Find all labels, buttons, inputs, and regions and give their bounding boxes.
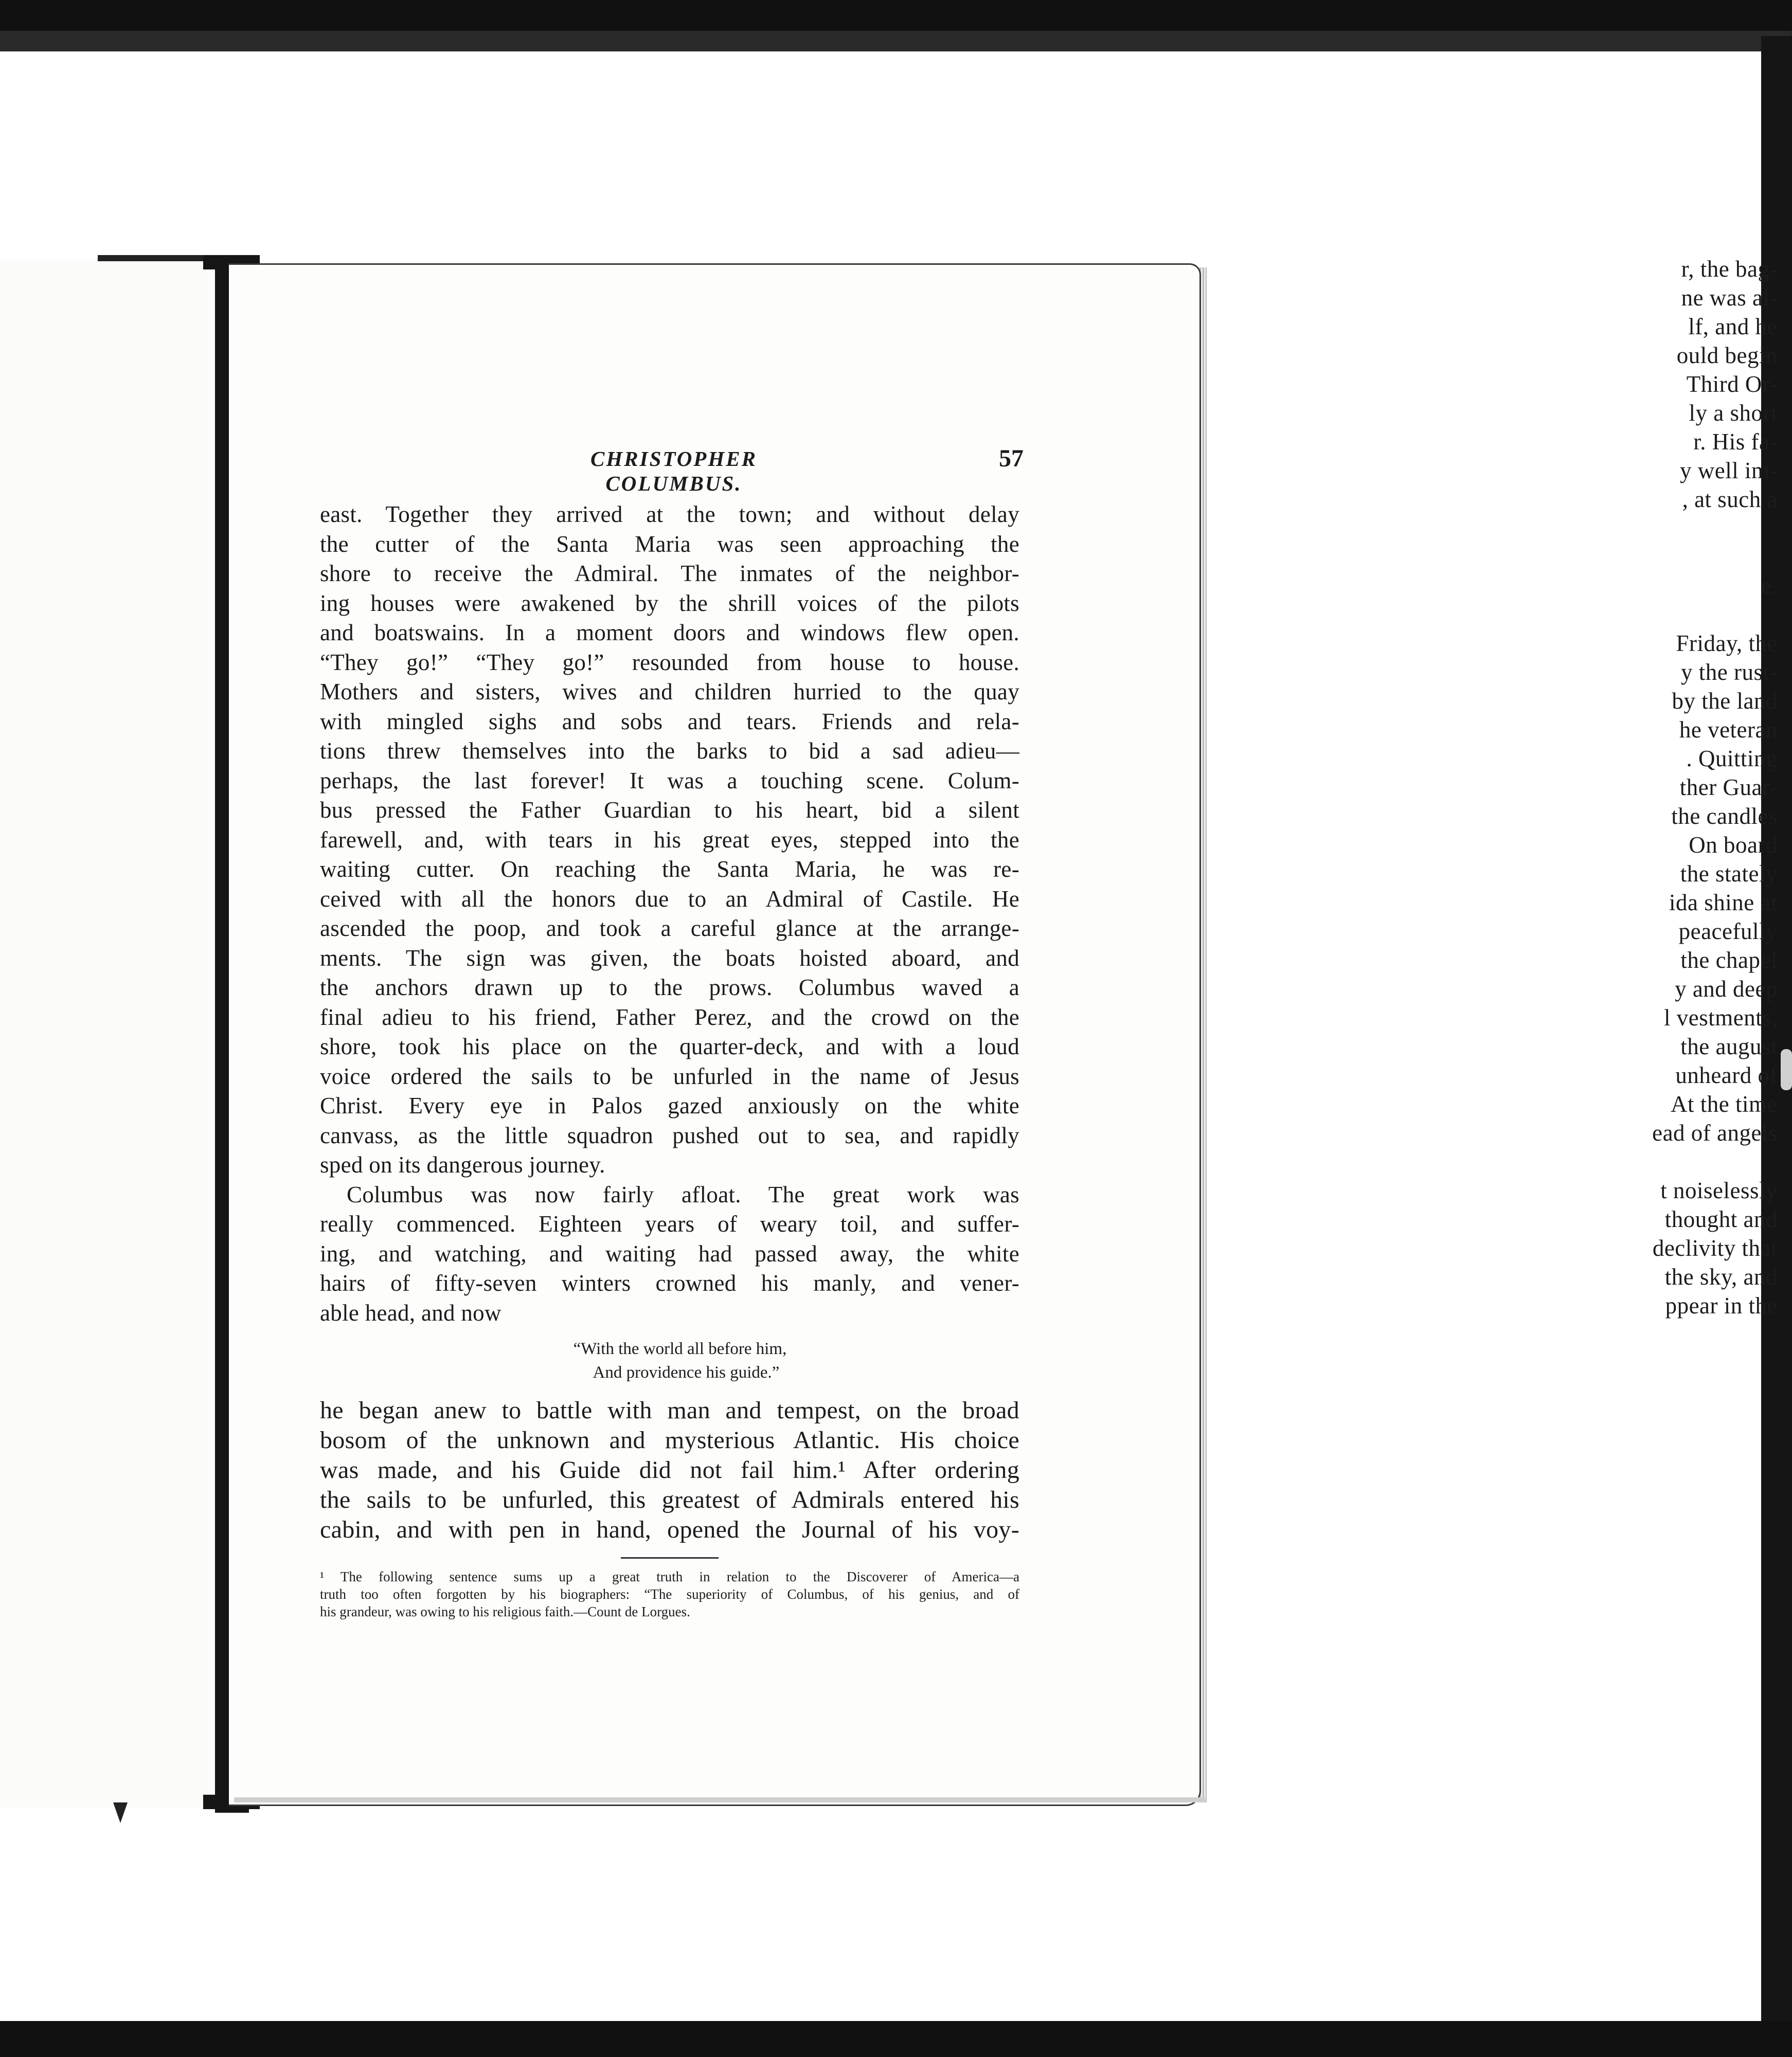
tab-marker-icon xyxy=(113,1802,128,1823)
running-head: CHRISTOPHER COLUMBUS. xyxy=(590,447,757,495)
text-line: really commenced. Eighteen years of weary toil, and suffer- xyxy=(320,1211,1019,1237)
scan-border-top-edge xyxy=(0,31,1792,51)
left-line: y and deep xyxy=(1675,976,1778,1002)
page-number: 57 xyxy=(999,445,1024,472)
left-line: , at such a xyxy=(1682,486,1778,512)
text-line: Christ. Every eye in Palos gazed anxiously on the white xyxy=(320,1093,1019,1118)
text-line: ing, and watching, and waiting had passed away, the white xyxy=(320,1240,1019,1267)
left-page-text xyxy=(1562,255,1778,1320)
text-line: canvass, as the little squadron pushed out to sea, and rapidly xyxy=(320,1122,1019,1148)
text-line: east. Together they arrived at the town; and without delay xyxy=(320,501,1019,527)
left-line xyxy=(1562,514,1778,543)
left-line: t noiselessly xyxy=(1660,1178,1778,1203)
text-line: ascended the poop, and took a careful glance at the arrange- xyxy=(320,915,1019,941)
footnote-line: ¹ The following sentence sums up a great truth in relation to the Discoverer of America—a xyxy=(320,1569,1019,1584)
left-line: ppear in the xyxy=(1665,1293,1778,1319)
text-line: final adieu to his friend, Father Perez, and the crowd on the xyxy=(320,1004,1019,1030)
left-line: On board xyxy=(1689,832,1778,858)
text-line: the cutter of the Santa Maria was seen approaching the xyxy=(320,531,1019,557)
left-line: e. xyxy=(1761,573,1778,599)
left-line: the august xyxy=(1680,1034,1778,1059)
paragraph-3 xyxy=(320,1396,1019,1545)
page-shadow xyxy=(234,1797,1206,1802)
left-line: the sky, and xyxy=(1664,1264,1778,1290)
text-line: shore to receive the Admiral. The inmates of the neighbor- xyxy=(320,561,1019,586)
text-line: Mothers and sisters, wives and children hurried to the quay xyxy=(320,679,1019,705)
left-line: lf, and he xyxy=(1688,314,1778,339)
text-line: hairs of fifty-seven winters crowned his manly, and vener- xyxy=(320,1270,1019,1296)
left-line: . Quitting xyxy=(1686,746,1778,771)
left-line xyxy=(1562,1147,1778,1176)
text-line: he began anew to battle with man and tempest, on the broad xyxy=(320,1397,1019,1424)
left-line: r. His fa- xyxy=(1693,429,1778,455)
left-line: r, the bag- xyxy=(1681,256,1778,282)
scan-border-notch xyxy=(1781,1049,1792,1090)
left-line xyxy=(1562,543,1778,571)
verse-quote xyxy=(320,1337,1019,1384)
quote-line: And providence his guide.” xyxy=(593,1363,780,1382)
left-line: unheard of xyxy=(1675,1062,1778,1088)
text-line: tions threw themselves into the barks to bid a sad adieu— xyxy=(320,738,1019,764)
left-line: ne was al- xyxy=(1681,285,1778,311)
text-line: able head, and now xyxy=(320,1300,501,1326)
text-line: voice ordered the sails to be unfurled in the name of Jesus xyxy=(320,1063,1019,1089)
left-line: declivity that xyxy=(1652,1235,1778,1261)
text-line: ing houses were awakened by the shrill voices of the pilots xyxy=(320,590,1019,616)
text-line: waiting cutter. On reaching the Santa Maria, he was re- xyxy=(320,856,1019,882)
footnote-line: truth too often forgotten by his biographers: “The superiority of Columbus, of his genius, and of xyxy=(320,1586,1019,1602)
left-line: ould begin xyxy=(1676,342,1778,368)
text-line: Columbus was now fairly afloat. The great work was xyxy=(347,1181,1019,1207)
left-line: At the time xyxy=(1671,1091,1778,1117)
text-line: shore, took his place on the quarter-deck, and with a loud xyxy=(320,1034,1019,1059)
text-line: cabin, and with pen in hand, opened the Journal of his voy- xyxy=(320,1516,1019,1543)
text-line: bosom of the unknown and mysterious Atlantic. His choice xyxy=(320,1427,1019,1454)
left-line: ly a short xyxy=(1689,400,1778,426)
quote-line: “With the world all before him, xyxy=(573,1340,787,1358)
left-line: y well im- xyxy=(1680,458,1778,483)
footnote-line: his grandeur, was owing to his religious faith.—Count de Lorgues. xyxy=(320,1604,690,1619)
text-line: was made, and his Guide did not fail him.¹ After ordering xyxy=(320,1456,1019,1484)
left-line: Friday, the xyxy=(1676,630,1778,656)
paragraph-2 xyxy=(320,1180,1019,1328)
text-line: bus pressed the Father Guardian to his heart, bid a silent xyxy=(320,797,1019,823)
left-line xyxy=(1562,600,1778,629)
left-line: the stately xyxy=(1680,861,1778,887)
left-line: peacefully xyxy=(1678,918,1778,944)
left-line: the chapel xyxy=(1680,947,1778,973)
left-line: by the land xyxy=(1672,688,1778,714)
text-line: “They go!” “They go!” resounded from house to house. xyxy=(320,649,1019,675)
left-line: Third Or- xyxy=(1686,371,1778,397)
left-page xyxy=(0,260,230,1808)
left-line: thought and xyxy=(1664,1206,1778,1232)
paragraph-1 xyxy=(320,500,1019,1180)
left-line: l vestments, xyxy=(1664,1005,1778,1031)
text-line: perhaps, the last forever! It was a touching scene. Colum- xyxy=(320,767,1019,793)
left-line: ead of angels xyxy=(1652,1120,1778,1146)
footnote-rule xyxy=(621,1557,719,1559)
left-line: the candles xyxy=(1671,803,1778,829)
text-line: the sails to be unfurled, this greatest of Admirals entered his xyxy=(320,1486,1019,1513)
left-line: ida shine at xyxy=(1669,890,1778,915)
text-line: ments. The sign was given, the boats hoisted aboard, and xyxy=(320,945,1019,971)
left-line: he veteran xyxy=(1679,717,1778,743)
text-line: farewell, and, with tears in his great eyes, stepped into the xyxy=(320,826,1019,853)
text-line: with mingled sighs and sobs and tears. Friends and rela- xyxy=(320,708,1019,734)
footnote xyxy=(320,1568,1019,1620)
text-line: sped on its dangerous journey. xyxy=(320,1152,605,1178)
scan-border-bottom xyxy=(0,2021,1792,2057)
text-line: ceived with all the honors due to an Admiral of Castile. He xyxy=(320,886,1019,912)
left-line: y the rust- xyxy=(1681,659,1778,685)
text-line: the anchors drawn up to the prows. Columbus waved a xyxy=(320,975,1019,1000)
left-line: ther Guar- xyxy=(1679,774,1778,800)
main-text xyxy=(320,500,1019,1620)
text-line: and boatswains. In a moment doors and windows flew open. xyxy=(320,620,1019,645)
